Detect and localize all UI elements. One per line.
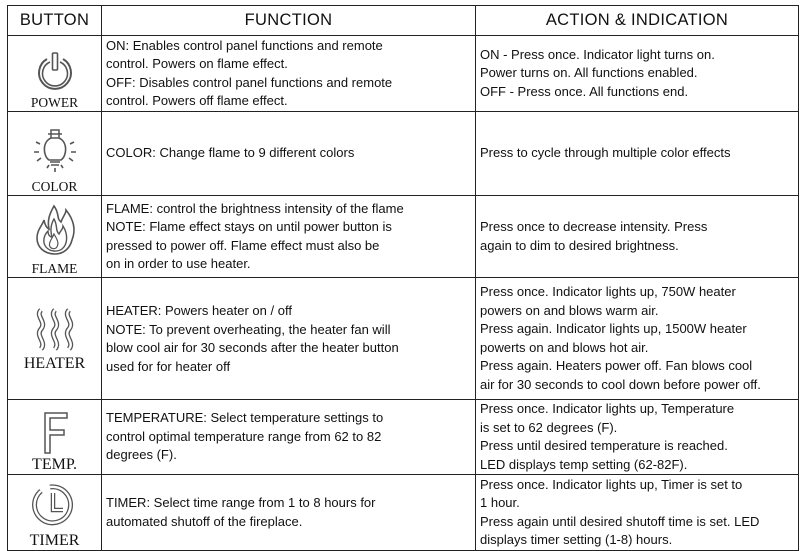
action-cell	[476, 278, 799, 400]
action-line: 1 hour.	[480, 495, 520, 510]
function-line: automated shutoff of the fireplace.	[106, 513, 303, 529]
action-cell	[476, 36, 799, 112]
flame-icon	[30, 204, 80, 260]
heater-button-cell	[8, 278, 102, 400]
function-line: NOTE: Flame effect stays on until power button is	[106, 219, 392, 234]
flame-button-cell	[8, 196, 102, 278]
table-row	[8, 278, 799, 400]
function-line: on in order to use heater.	[106, 256, 251, 271]
button-label: TEMP.	[32, 456, 77, 473]
button-label: FLAME	[31, 261, 78, 276]
letter-f-icon	[33, 409, 77, 455]
action-line: Power turns on. All functions enabled.	[480, 65, 698, 81]
action-line: Press again until desired shutoff time is set. LED	[480, 513, 760, 529]
function-cell	[102, 278, 476, 400]
action-line: LED displays temp setting (62-82F).	[480, 456, 688, 472]
clock-timer-icon	[32, 483, 78, 531]
action-cell	[476, 112, 799, 196]
action-line: Press to cycle through multiple color effects	[480, 145, 731, 161]
function-line: control optimal temperature range from 62 to 82	[106, 428, 382, 444]
function-line: control. Powers on flame effect.	[106, 56, 288, 71]
action-cell	[476, 400, 799, 475]
action-line: Press again. Heaters power off. Fan blows cool	[480, 358, 753, 373]
action-line: powers on and blows warm air.	[480, 302, 659, 318]
temp-button-cell	[8, 400, 102, 475]
function-line: HEATER: Powers heater on / off	[106, 303, 292, 318]
function-line: ON: Enables control panel functions and remote	[106, 37, 383, 53]
function-line: TEMPERATURE: Select temperature settings to	[106, 410, 384, 426]
action-line: Press once. Indicator lights up, 750W heater	[480, 284, 736, 299]
table-row	[8, 112, 799, 196]
action-line: OFF - Press once. All functions end.	[480, 83, 689, 99]
function-cell	[102, 196, 476, 278]
action-line: ON - Press once. Indicator light turns on.	[480, 46, 715, 62]
power-button-cell	[8, 36, 102, 112]
table-row	[8, 196, 799, 278]
function-line: TIMER: Select time range from 1 to 8 hours for	[106, 495, 376, 510]
action-line: Press once. Indicator lights up, Timer is set to	[480, 476, 743, 492]
action-line: Press again. Indicator lights up, 1500W heater	[480, 321, 747, 336]
button-label: POWER	[30, 95, 79, 110]
table-row	[8, 475, 799, 551]
function-cell	[102, 112, 476, 196]
function-cell	[102, 400, 476, 475]
action-cell	[476, 196, 799, 278]
timer-button-cell	[8, 475, 102, 551]
function-line: FLAME: control the brightness intensity of the flame	[106, 200, 404, 216]
header-function: FUNCTION	[102, 6, 476, 36]
table-row	[8, 400, 799, 475]
function-line: COLOR: Change flame to 9 different colors	[106, 145, 355, 161]
button-function-table	[7, 5, 799, 551]
table-row	[8, 36, 799, 112]
button-label: TIMER	[29, 532, 80, 549]
function-line: used for for heater off	[106, 358, 231, 374]
light-bulb-icon	[30, 126, 80, 178]
action-line: displays timer setting (1-8) hours.	[480, 532, 673, 547]
function-line: blow cool air for 30 seconds after the heater button	[106, 340, 399, 355]
button-label: COLOR	[31, 179, 78, 194]
function-line: control. Powers off flame effect.	[106, 93, 288, 108]
action-line: powerts on and blows hot air.	[480, 339, 649, 355]
power-icon	[33, 50, 77, 94]
color-button-cell	[8, 112, 102, 196]
function-line: NOTE: To prevent overheating, the heater fan will	[106, 321, 391, 337]
action-line: Press once. Indicator lights up, Temperature	[480, 401, 735, 416]
action-cell	[476, 475, 799, 551]
action-line: air for 30 seconds to cool down before power off.	[480, 376, 761, 392]
header-action: ACTION & INDICATION	[476, 6, 799, 36]
function-cell	[102, 475, 476, 551]
action-line: Press once to decrease intensity. Press	[480, 219, 708, 234]
action-line: is set to 62 degrees (F).	[480, 419, 618, 435]
header-button: BUTTON	[8, 6, 102, 36]
function-line: degrees (F).	[106, 447, 177, 463]
heat-waves-icon	[29, 304, 81, 354]
function-line: pressed to power off. Flame effect must also be	[106, 237, 380, 253]
header-row	[8, 6, 799, 36]
function-line: OFF: Disables control panel functions and remote	[106, 74, 393, 90]
button-label: HEATER	[23, 355, 86, 372]
action-line: again to dim to desired brightness.	[480, 237, 679, 253]
function-cell	[102, 36, 476, 112]
action-line: Press until desired temperature is reached.	[480, 438, 728, 453]
